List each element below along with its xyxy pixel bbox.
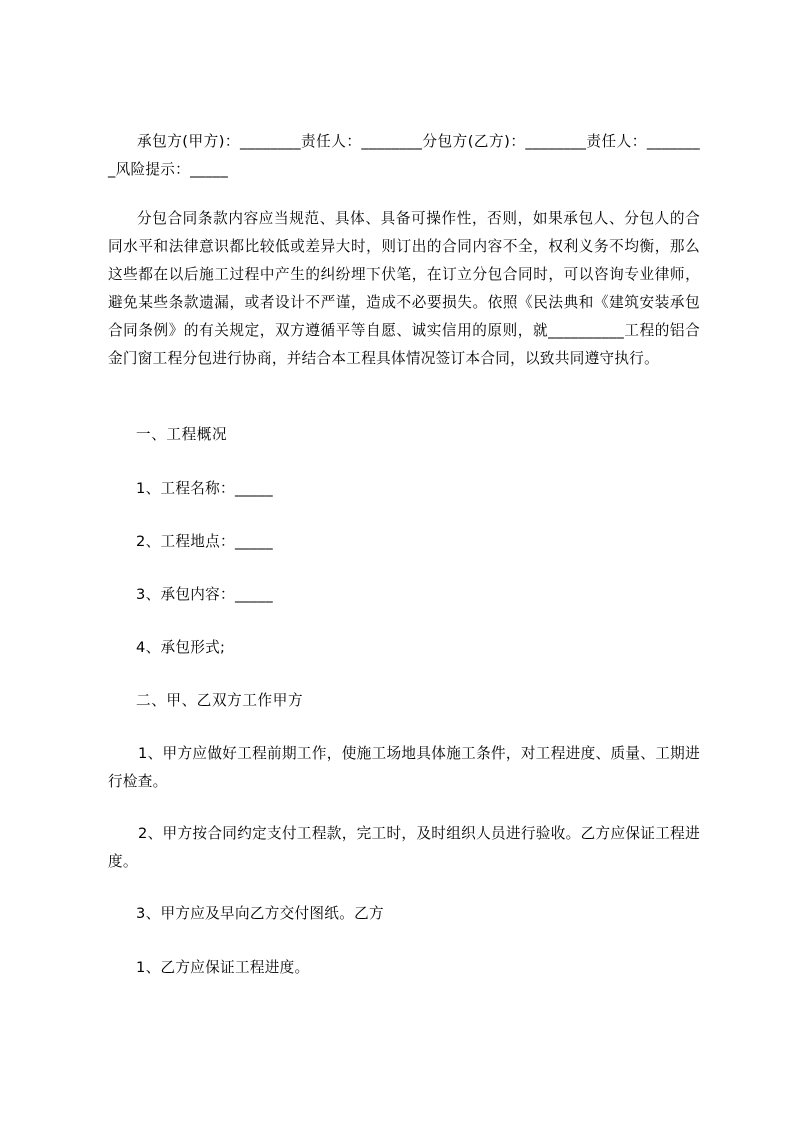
section-1-title: 一、工程概况: [136, 426, 228, 443]
section-2-title: 二、甲、乙双方工作甲方: [136, 692, 304, 709]
item-contract-form: 4、承包形式;: [136, 639, 226, 656]
header-parties-line: 承包方(甲方)：________责任人：________分包方(乙方)：________责任人：________风险提示：_____: [108, 133, 700, 178]
item-contract-content: 3、承包内容：_____: [136, 586, 273, 603]
intro-paragraph: 分包合同条款内容应当规范、具体、具备可操作性，否则，如果承包人、分包人的合同水平和法律意识都比较低或差异大时，则订出的合同内容不全，权利义务不均衡，那么这些都在以后施工过程中产生的纠纷埋下伏笔，在订立分包合同时，可以咨询专业律师，避免某些条款遗漏，或者设计不严谨，造成不必要损失。依照《民法典和《建筑安装承包合同条例》的有关规定，双方遵循平等自愿、诚实信用的原则，就__________工程的铝合金门窗工程分包进行协商，并结合本工程具体情况签订本合同，以致共同遵守执行。: [108, 210, 700, 367]
item-project-name: 1、工程名称：_____: [136, 480, 273, 497]
party-b-clause-1: 1、乙方应保证工程进度。: [136, 959, 310, 976]
item-project-location: 2、工程地点：_____: [136, 533, 273, 550]
party-a-clause-3: 3、甲方应及早向乙方交付图纸。乙方: [136, 905, 384, 922]
party-a-clause-1: 1、甲方应做好工程前期工作，使施工场地具体施工条件，对工程进度、质量、工期进行检查。: [108, 745, 700, 790]
party-a-clause-2: 2、甲方按合同约定支付工程款，完工时，及时组织人员进行验收。乙方应保证工程进度。: [108, 825, 700, 870]
